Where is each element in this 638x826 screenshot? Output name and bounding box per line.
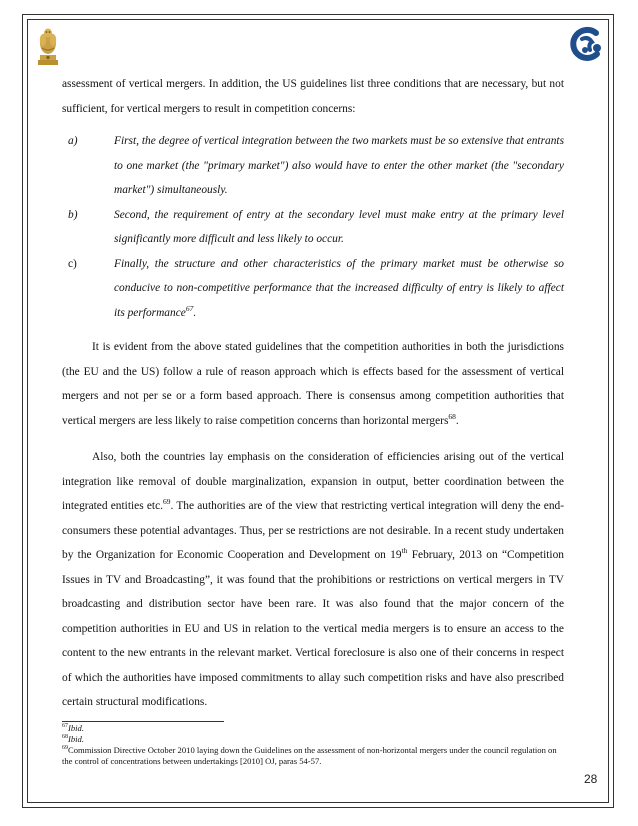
list-item: b) Second, the requirement of entry at the secondary level must make entry at the primary level significantly more difficult and less likely to occur. xyxy=(68,203,564,252)
footnote: $^{68}$Ibid. xyxy=(62,733,84,744)
list-marker: c) xyxy=(68,257,77,270)
footnote-ref[interactable]: 67 xyxy=(185,303,194,313)
intro-paragraph: assessment of vertical mergers. In addition, the US guidelines list three conditions that are necessary, but not sufficient, for vertical mergers to result in competition concerns: xyxy=(62,78,564,115)
footnote-ref[interactable]: 68 xyxy=(448,411,456,421)
footnote-ref[interactable]: 69 xyxy=(162,497,171,507)
list-marker: b) xyxy=(68,208,78,221)
ordinal-suffix: th xyxy=(401,546,408,556)
conditions-list xyxy=(62,129,564,325)
list-item: a) First, the degree of vertical integration between the two markets must be so extensive that entrants to one market (the "primary market") also would have to enter the other market (the "secondary market") simultaneously. xyxy=(68,129,564,203)
footnote: $^{67}$Ibid. xyxy=(62,722,84,733)
paragraph-efficiencies: Also, both the countries lay emphasis on the consideration of efficiencies arising out of the vertical integration like removal of double marginalization, expansion in output, better coordination between the integrated entities etc.$^{69}$. The authorities are of the view that restricting vertical integration will deny the end-consumers these potential advantages. Thus, per se restrictions are not desirable. In a recent study undertaken by the Organization for Economic Cooperation and Development on 19th February, 2013 on “Competition Issues in TV and Broadcasting”, it was found that the prohibitions or restrictions on vertical mergers in TV broadcasting and distribution sector have been rare. It was also found that the major concern of the competition authorities in EU and US in relation to the vertical media mergers is to ensure an access to the content to the new entrants in the relevant market. Vertical foreclosure is also one of their concerns in respect of which the authorities have imposed commitments to allay such competition risks and have also prescribed certain structural modifications. xyxy=(62,451,564,708)
page-content xyxy=(62,72,564,767)
page-number: 28 xyxy=(584,772,598,786)
commission-logo-icon xyxy=(566,24,606,64)
national-emblem-icon xyxy=(34,24,62,68)
footnote: $^{69}$Commission Directive October 2010 laying down the Guidelines on the assessment of non-horizontal mergers under the council regulation on the control of concentrations between undertakings [2010] OJ, paras 54-57. xyxy=(62,744,557,767)
paragraph-rule-of-reason: It is evident from the above stated guidelines that the competition authorities in both the jurisdictions (the EU and the US) follow a rule of reason approach which is effects based for the assessment of vertical mergers and not per se or a form based approach. There is consensus among competition authorities that vertical mergers are less likely to raise competition concerns than horizontal mergers$^{68}$. xyxy=(62,341,564,427)
footnote-divider xyxy=(62,721,224,722)
list-marker: a) xyxy=(68,135,78,147)
footnotes xyxy=(62,723,564,768)
list-item: c) Finally, the structure and other characteristics of the primary market must be otherwise so conducive to non-competitive performance that the increased difficulty of entry is likely to affect its performance$^{67}$. xyxy=(68,252,564,326)
